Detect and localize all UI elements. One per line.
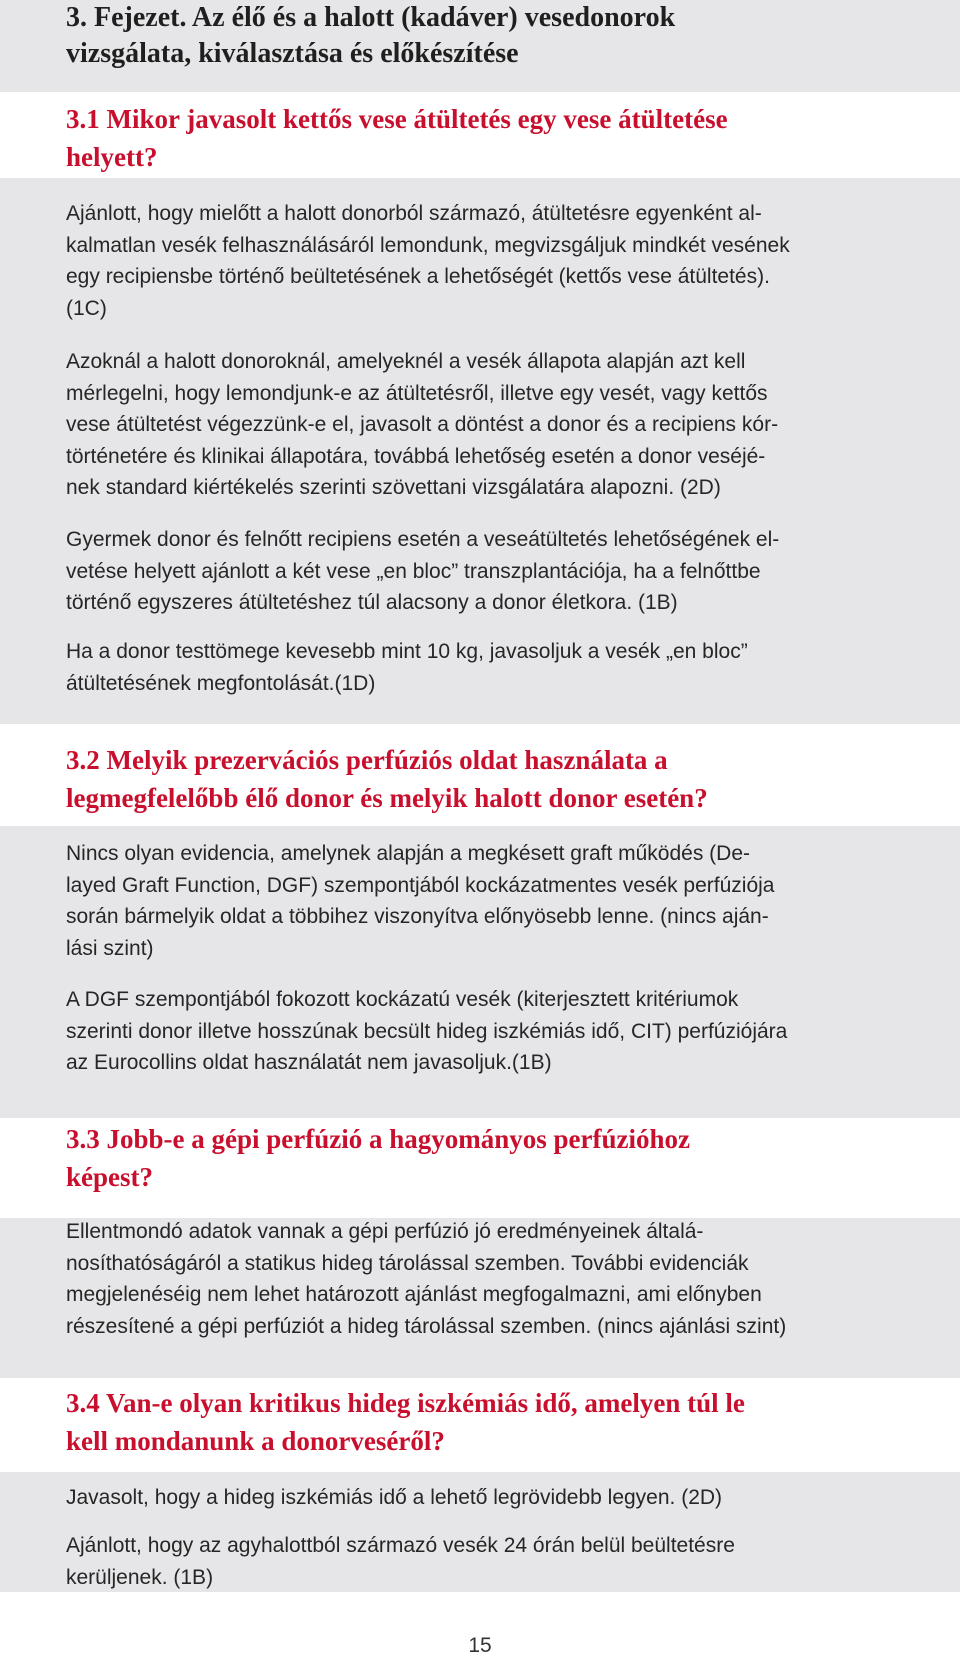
paragraph: Ajánlott, hogy mielőtt a halott donorból származó, átültetésre egyenként al- kalmatlan vesék felhasználásáról lemondunk, megvizsgáljuk mindkét vesének egy recipiensbe történő beültetésének a lehetőségét (kettős vese átültetés). (1C)	[66, 202, 790, 320]
section-heading: 3.2 Melyik prezervációs perfúziós oldat használata a legmegfelelőbb élő donor és melyik halott donor esetén?	[66, 745, 708, 813]
section-heading: 3.3 Jobb-e a gépi perfúzió a hagyományos perfúzióhoz képest?	[66, 1124, 690, 1192]
page-number: 15	[468, 1634, 492, 1657]
section-heading: 3.1 Mikor javasolt kettős vese átültetés egy vese átültetése helyett?	[66, 104, 728, 172]
paragraph: Ha a donor testtömege kevesebb mint 10 kg, javasoljuk a vesék „en bloc” átültetésének megfontolását.(1D)	[66, 640, 748, 695]
paragraph: Ajánlott, hogy az agyhalottból származó vesék 24 órán belül beültetésre kerüljenek. (1B)	[66, 1534, 735, 1589]
paragraph: Nincs olyan evidencia, amelynek alapján a megkésett graft működés (De- layed Graft Function, DGF) szempontjából kockázatmentes vesék perfúziója során bármelyik oldat a többihez viszonyítva előnyösebb lenne. (nincs aján- lási szint)	[66, 842, 775, 960]
paragraph: Ellentmondó adatok vannak a gépi perfúzió jó eredményeinek általá- nosíthatóságáról a statikus hideg tárolással szemben. További evidenciák megjelenéséig nem lehet határozott ajánlást megfogalmazni, ami előnyben részesítené a gépi perfúziót a hideg tárolással szemben. (nincs ajánlási szint)	[66, 1220, 787, 1338]
paragraph: Gyermek donor és felnőtt recipiens esetén a veseátültetés lehetőségének el- vetése helyett ajánlott a két vese „en bloc” transzplantációja, ha a felnőttbe történő egyszeres átültetéshez túl alacsony a donor életkora. (1B)	[66, 528, 780, 614]
paragraph: A DGF szempontjából fokozott kockázatú vesék (kiterjesztett kritériumok szerinti donor illetve hosszúnak becsült hideg iszkémiás idő, CIT) perfúziójára az Eurocollins oldat használatát nem javasoljuk.(1B)	[66, 988, 788, 1074]
paragraph: Azoknál a halott donoroknál, amelyeknél a vesék állapota alapján azt kell mérlegelni, hogy lemondjunk-e az átültetésről, illetve egy vesét, vagy kettős vese átültetést végezzünk-e el, javasolt a döntést a donor és a recipiens kór- történetére és klinikai állapotára, továbbá lehetőség esetén a donor veséjé- nek standard kiértékelés szerinti szövettani vizsgálatára alapozni. (2D)	[66, 350, 779, 499]
chapter-title: 3. Fejezet. Az élő és a halott (kadáver) vesedonorok vizsgálata, kiválasztása és előkészítése	[66, 2, 676, 69]
paragraph: Javasolt, hogy a hideg iszkémiás idő a lehető legrövidebb legyen. (2D)	[66, 1486, 723, 1509]
section-heading: 3.4 Van-e olyan kritikus hideg iszkémiás idő, amelyen túl le kell mondanunk a donorveséről?	[66, 1388, 745, 1456]
